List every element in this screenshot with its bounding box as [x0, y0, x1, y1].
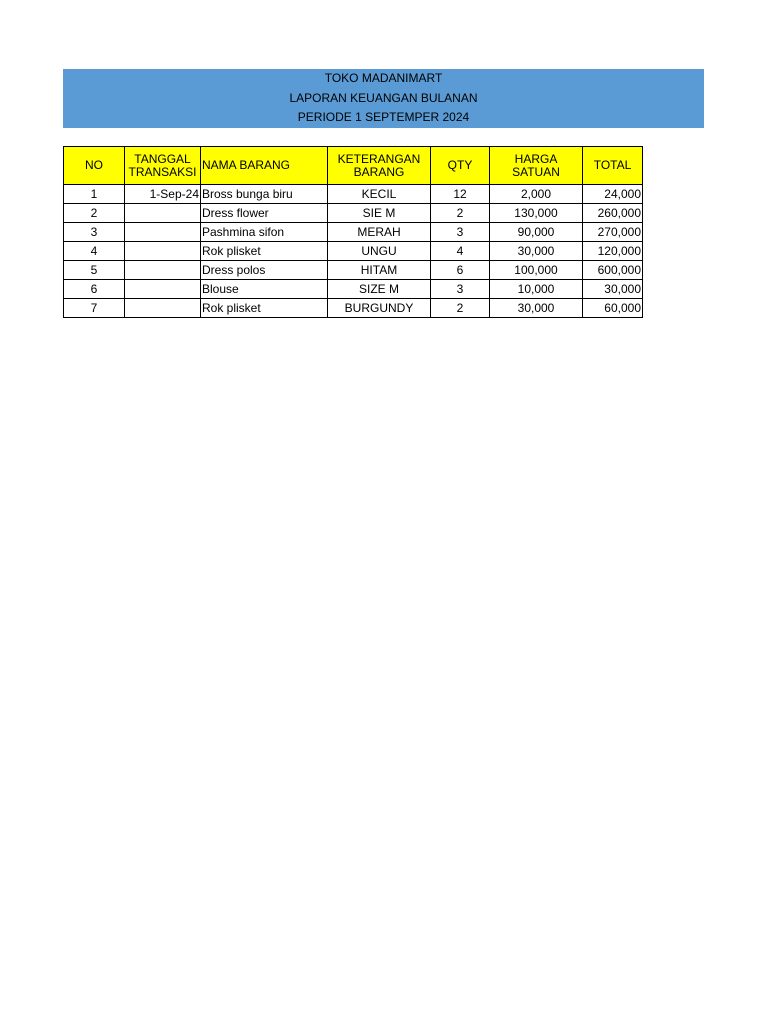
column-header-qty: QTY — [431, 147, 490, 185]
cell-keterangan: BURGUNDY — [328, 299, 431, 318]
table-row — [64, 185, 643, 204]
column-header-total: TOTAL — [583, 147, 643, 185]
cell-qty: 12 — [431, 185, 490, 204]
cell-no: 3 — [64, 223, 125, 242]
cell-tanggal — [125, 204, 201, 223]
cell-qty: 3 — [431, 280, 490, 299]
cell-tanggal: 1-Sep-24 — [125, 185, 201, 204]
cell-no: 2 — [64, 204, 125, 223]
cell-tanggal — [125, 280, 201, 299]
cell-total: 24,000 — [583, 185, 643, 204]
column-header-no: NO — [64, 147, 125, 185]
cell-total: 270,000 — [583, 223, 643, 242]
table-header-row — [64, 147, 643, 185]
cell-keterangan: SIE M — [328, 204, 431, 223]
column-header-keterangan: KETERANGAN BARANG — [328, 147, 431, 185]
store-name: TOKO MADANIMART — [324, 71, 443, 86]
cell-harga: 130,000 — [490, 204, 583, 223]
cell-total: 60,000 — [583, 299, 643, 318]
cell-harga: 10,000 — [490, 280, 583, 299]
cell-total: 30,000 — [583, 280, 643, 299]
cell-no: 7 — [64, 299, 125, 318]
column-header-tanggal: TANGGAL TRANSAKSI — [125, 147, 201, 185]
cell-nama: Bross bunga biru — [201, 185, 328, 204]
cell-nama: Pashmina sifon — [201, 223, 328, 242]
cell-nama: Rok plisket — [201, 242, 328, 261]
cell-no: 6 — [64, 280, 125, 299]
cell-qty: 2 — [431, 204, 490, 223]
column-header-harga: HARGA SATUAN — [490, 147, 583, 185]
cell-no: 1 — [64, 185, 125, 204]
cell-qty: 4 — [431, 242, 490, 261]
cell-tanggal — [125, 223, 201, 242]
cell-keterangan: MERAH — [328, 223, 431, 242]
cell-harga: 30,000 — [490, 299, 583, 318]
cell-keterangan: HITAM — [328, 261, 431, 280]
cell-harga: 100,000 — [490, 261, 583, 280]
table-row — [64, 204, 643, 223]
sales-table — [63, 146, 643, 318]
cell-nama: Rok plisket — [201, 299, 328, 318]
cell-no: 4 — [64, 242, 125, 261]
table-row — [64, 223, 643, 242]
cell-nama: Blouse — [201, 280, 328, 299]
cell-no: 5 — [64, 261, 125, 280]
cell-total: 120,000 — [583, 242, 643, 261]
cell-tanggal — [125, 299, 201, 318]
cell-qty: 6 — [431, 261, 490, 280]
cell-total: 260,000 — [583, 204, 643, 223]
report-period: PERIODE 1 SEPTEMPER 2024 — [297, 110, 470, 125]
cell-qty: 3 — [431, 223, 490, 242]
cell-keterangan: UNGU — [328, 242, 431, 261]
cell-qty: 2 — [431, 299, 490, 318]
table-row — [64, 242, 643, 261]
report-header — [63, 69, 704, 128]
cell-total: 600,000 — [583, 261, 643, 280]
cell-nama: Dress polos — [201, 261, 328, 280]
table-row — [64, 280, 643, 299]
cell-harga: 90,000 — [490, 223, 583, 242]
column-header-nama: NAMA BARANG — [201, 147, 328, 185]
report-title: LAPORAN KEUANGAN BULANAN — [289, 90, 478, 105]
cell-keterangan: KECIL — [328, 185, 431, 204]
cell-harga: 30,000 — [490, 242, 583, 261]
cell-nama: Dress flower — [201, 204, 328, 223]
cell-tanggal — [125, 261, 201, 280]
cell-tanggal — [125, 242, 201, 261]
cell-harga: 2,000 — [490, 185, 583, 204]
table-row — [64, 299, 643, 318]
cell-keterangan: SIZE M — [328, 280, 431, 299]
table-row — [64, 261, 643, 280]
